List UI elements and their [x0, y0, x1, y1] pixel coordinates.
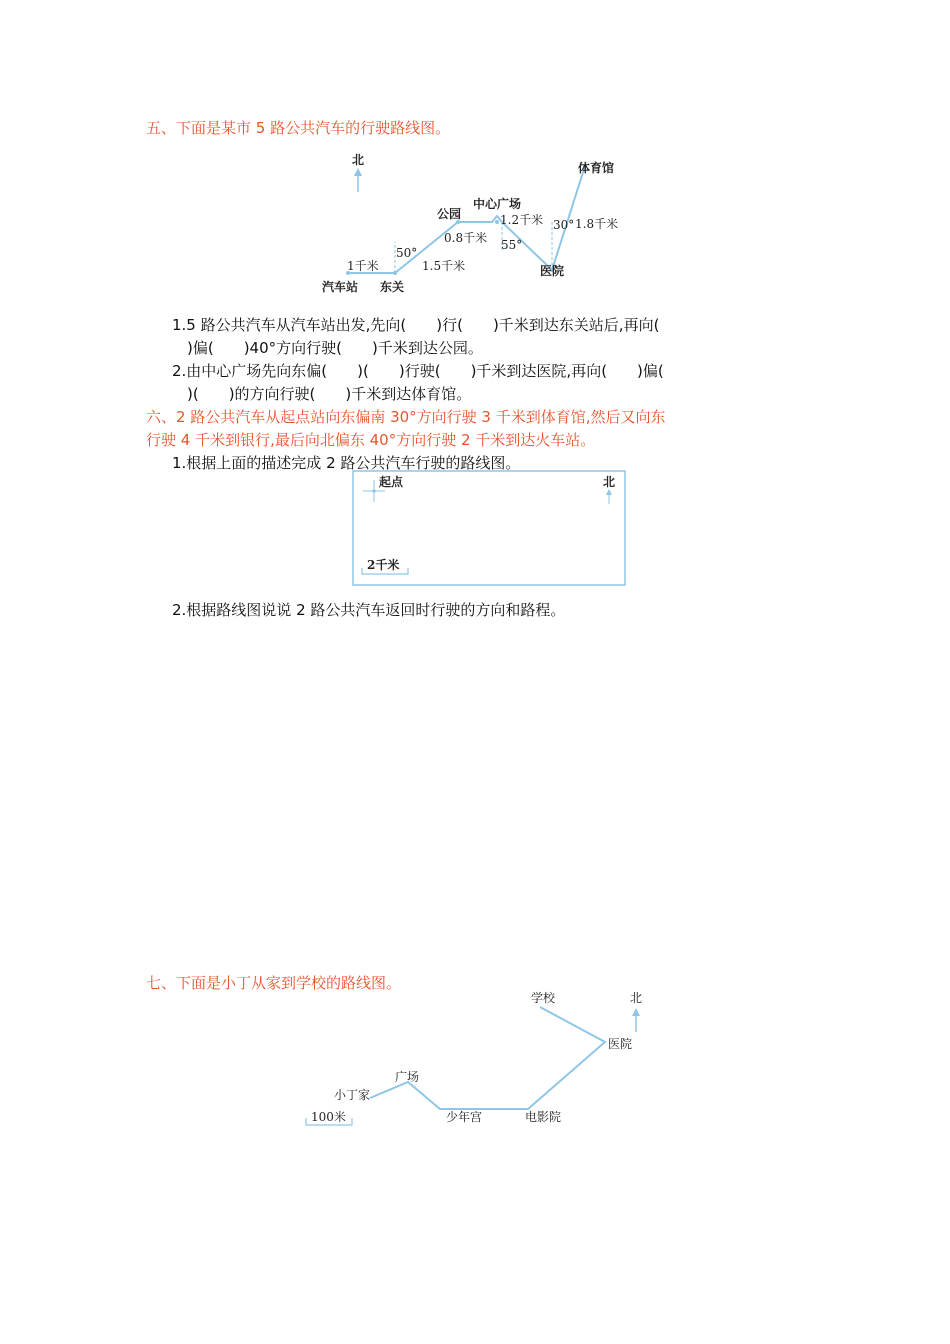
- bus5-route: [348, 166, 585, 273]
- angle-label: 55°: [501, 238, 523, 252]
- section6-question1: 1.根据上面的描述完成 2 路公共汽车行驶的路线图。: [172, 454, 521, 472]
- north-arrow-icon: [632, 1008, 640, 1016]
- scale-label: 2千米: [367, 558, 400, 572]
- section5-heading: 五、下面是某市 5 路公共汽车的行驶路线图。: [146, 119, 451, 137]
- hospital-label: 医院: [608, 1037, 633, 1051]
- section6-heading-line1: 六、2 路公共汽车从起点站向东偏南 30°方向行驶 3 千米到体育馆,然后又向东: [146, 408, 666, 426]
- start-point: [372, 489, 376, 493]
- home-label: 小丁家: [334, 1088, 371, 1102]
- center-square-label: 中心广场: [473, 197, 522, 211]
- distance-label: 0.8千米: [444, 231, 488, 245]
- dongguan-point: [393, 271, 397, 275]
- section5-question1-line1: 1.5 路公共汽车从汽车站出发,先向( )行( )千米到达东关站后,再向(: [172, 316, 660, 334]
- cinema-label: 电影院: [525, 1110, 562, 1124]
- angle-label: 50°: [396, 246, 418, 260]
- section6-drawing-box: [352, 470, 628, 588]
- square-label: 广场: [395, 1070, 420, 1084]
- start-label: 起点: [379, 475, 404, 489]
- angle-label: 30°: [553, 218, 575, 232]
- section5-question1-line2: )偏( )40°方向行驶( )千米到达公园。: [172, 339, 483, 357]
- north-label: 北: [630, 991, 643, 1005]
- distance-label: 1.2千米: [500, 213, 544, 227]
- section7-heading: 七、下面是小丁从家到学校的路线图。: [146, 974, 402, 992]
- distance-label: 1.5千米: [422, 259, 466, 273]
- bus-station-label: 汽车站: [322, 280, 359, 294]
- section7-route-map: [300, 982, 660, 1132]
- park-label: 公园: [437, 207, 462, 221]
- stadium-label: 体育馆: [578, 161, 615, 175]
- section6-question2: 2.根据路线图说说 2 路公共汽车返回时行驶的方向和路程。: [172, 601, 566, 619]
- distance-label: 1.8千米: [575, 217, 619, 231]
- center-point: [495, 220, 499, 224]
- north-label: 北: [603, 475, 616, 489]
- home-to-school-route: [370, 1007, 605, 1109]
- section6-heading-line2: 行驶 4 千米到银行,最后向北偏东 40°方向行驶 2 千米到达火车站。: [146, 431, 596, 449]
- section5-question2-line1: 2.由中心广场先向东偏( )( )行驶( )千米到达医院,再向( )偏(: [172, 362, 664, 380]
- dongguan-label: 东关: [380, 280, 405, 294]
- distance-label: 1千米: [347, 259, 379, 273]
- hospital-label: 医院: [540, 264, 565, 278]
- scale-label: 100米: [311, 1110, 346, 1124]
- youth-palace-label: 少年宫: [446, 1110, 483, 1124]
- school-label: 学校: [531, 991, 556, 1005]
- north-arrow-icon: [606, 489, 612, 495]
- section5-question2-line2: )( )的方向行驶( )千米到达体育馆。: [172, 385, 472, 403]
- north-arrow-icon: [354, 168, 362, 176]
- north-label: 北: [352, 153, 365, 167]
- section5-route-map: [320, 150, 640, 300]
